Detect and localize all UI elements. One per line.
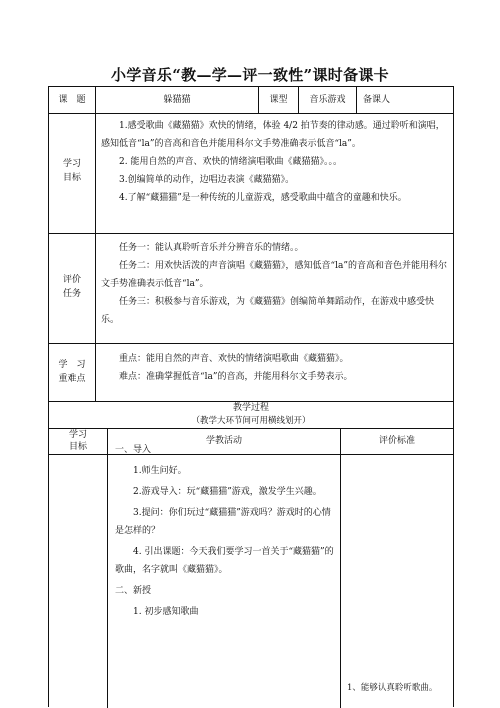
activities-content [115,435,335,621]
activity-item: 1.师生问好。 [133,466,187,476]
row-divider [49,428,453,429]
type-label: 课型 [269,95,288,105]
process-col-objectives [49,428,107,453]
evaluation-content [101,239,449,329]
evaluation-label-line1: 评价 [62,275,81,285]
keypoints-label-line1: 学 习 [58,360,86,370]
lesson-card-table [48,86,454,707]
process-col1-line2: 目标 [68,442,87,452]
process-col-activities: 学教活动 [205,436,242,446]
objective-item: 1.感受歌曲《藏猫猫》欢快的情绪，体验 4/2 拍节奏的律动感。通过聆听和演唱，感知低音“la”的音高和音色并能用科尔文手势准确表示低音“la”。 [101,121,445,149]
objectives-label-line1: 学习 [62,159,81,169]
objectives-label [49,157,95,185]
keypoint-item: 难点：准确掌握低音“la”的音高，并能用科尔文手势表示。 [119,372,353,382]
col-divider [95,87,96,401]
row-divider [49,113,453,114]
activity-item: 3.提问：你们玩过“藏猫猫”游戏吗？游戏时的心情是怎样的？ [115,508,331,536]
col-divider [340,428,341,708]
objective-item: 2. 能用自然的声音、欢快的情绪演唱歌曲《藏猫猫》。。。 [119,157,342,167]
col-divider [107,428,108,708]
process-col1-line1: 学习 [68,430,87,440]
objective-item: 4.了解“藏猫猫”是一种传统的儿童游戏，感受歌曲中蕴含的童趣和快乐。 [119,193,407,203]
objectives-content [101,117,449,207]
process-heading [49,401,453,428]
activity-item: 二、新授 [115,586,152,596]
objective-item: 3.创编简单的动作，边唱边表演《藏猫猫》。 [119,175,295,185]
process-heading-text: 教学过程 [232,403,269,413]
process-subheading: （教学大环节间可用横线划开） [191,416,311,426]
topic-label: 课 题 [58,95,86,105]
evaluation-item: 任务一：能认真聆听音乐并分辨音乐的情绪。。 [119,243,304,253]
topic-value: 躲猫猫 [163,95,191,105]
criteria-item: 1、能够认真聆听歌曲。 [347,683,438,693]
evaluation-label [49,273,95,301]
evaluation-item: 任务三：积极参与音乐游戏，为《藏猫猫》创编简单舞蹈动作，在游戏中感受快乐。 [101,297,435,325]
keypoints-label [49,358,95,386]
preparer-label: 备课人 [363,95,391,105]
activity-item: 4. 引出课题：今天我们要学习一首关于“藏猫猫”的歌曲，名字就叫《藏猫猫》。 [115,547,334,575]
row-divider [49,343,453,344]
type-value: 音乐游戏 [309,95,346,105]
col-divider [356,87,357,113]
keypoints-label-line2: 重难点 [58,374,86,384]
activity-item: 2.游戏导入：玩“藏猫猫”游戏，激发学生兴趣。 [133,487,322,497]
evaluation-item: 任务二：用欢快活泼的声音演唱《藏猫猫》，感知低音“la”的音高和音色并能用科尔文手势准确表示低音“la”。 [101,261,447,289]
row-divider [49,233,453,234]
process-col-criteria: 评价标准 [378,436,415,446]
activity-item: 1. 初步感知歌曲 [133,607,199,617]
evaluation-label-line2: 任务 [62,289,81,299]
page-title: 小学音乐“教—学—评一致性”课时备课卡 [111,66,389,84]
objectives-label-line2: 目标 [62,173,81,183]
keypoint-item: 重点：能用自然的声音、欢快的情绪演唱歌曲《藏猫猫》。 [119,354,349,364]
activity-item: 一、导入 [115,445,152,455]
keypoints-content [101,350,449,386]
